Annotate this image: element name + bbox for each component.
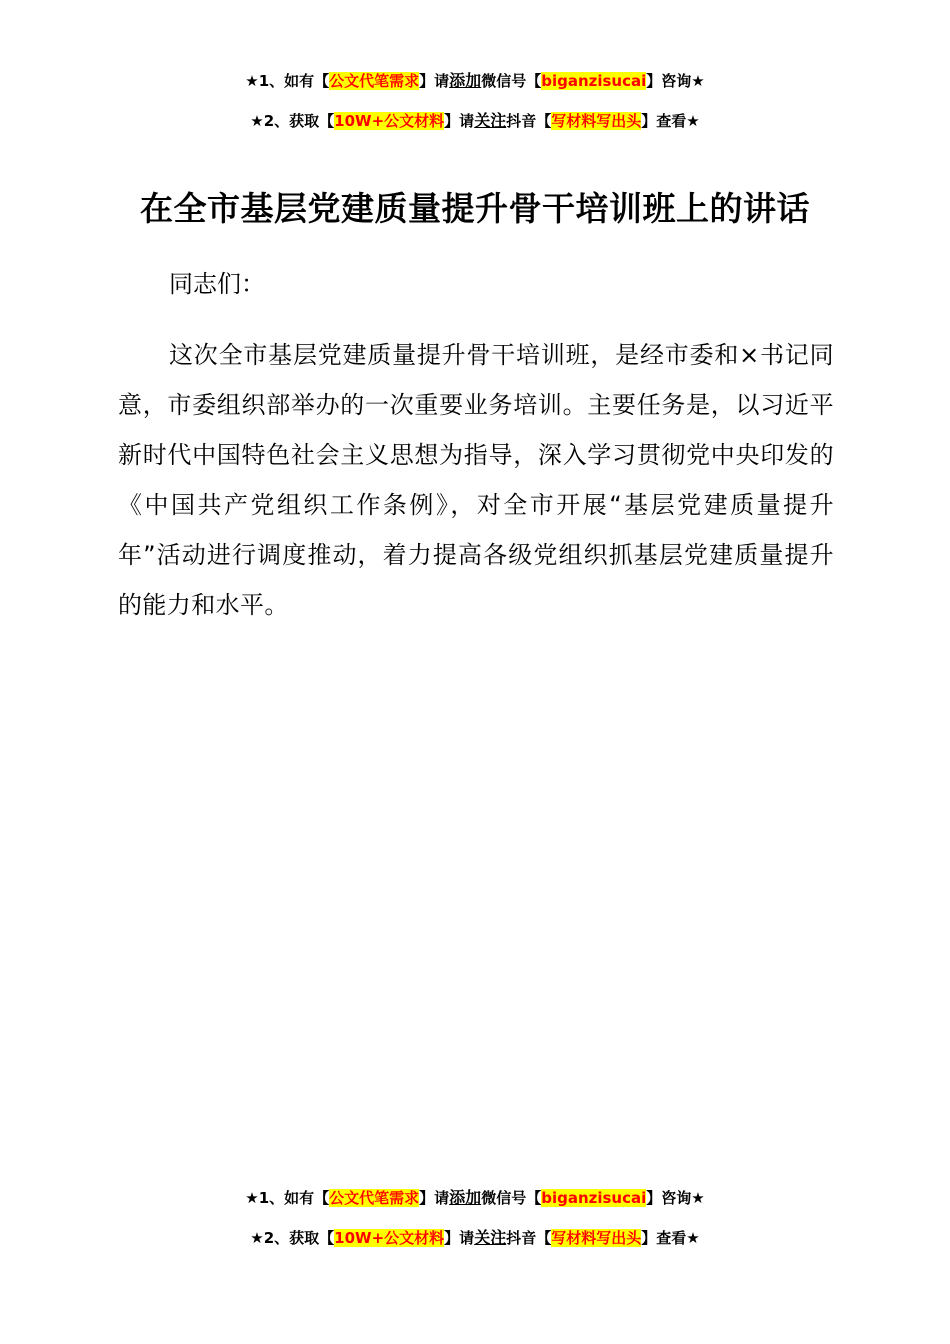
banner-line-2 [0, 1225, 950, 1265]
banner-text: 】咨询 [646, 1189, 692, 1207]
banner-text: 】请 [419, 72, 450, 90]
banner-text: 2、获取【 [263, 112, 335, 130]
banner-text: 】请 [444, 1229, 475, 1247]
highlight-service: 公文代笔需求 [329, 72, 420, 90]
banner-line-2 [0, 108, 950, 148]
highlight-wechat-id: biganzisucai [541, 72, 647, 90]
star-icon: ★ [250, 1229, 264, 1247]
emphasis-text: 关注 [474, 111, 507, 130]
highlight-materials: 10W+公文材料 [334, 1229, 445, 1247]
banner-line-1 [0, 1185, 950, 1225]
star-icon: ★ [686, 112, 700, 130]
banner-text: 抖音【 [506, 1229, 552, 1247]
banner-text: 】查看 [641, 1229, 687, 1247]
banner-text: 微信号【 [481, 1189, 542, 1207]
highlight-douyin-account: 写材料写出头 [551, 1229, 642, 1247]
header-banner [0, 68, 950, 148]
star-icon: ★ [691, 1189, 705, 1207]
banner-text: 1、如有【 [258, 72, 330, 90]
banner-text: 】请 [444, 112, 475, 130]
star-icon: ★ [686, 1229, 700, 1247]
document-title: 在全市基层党建质量提升骨干培训班上的讲话 [140, 189, 810, 228]
banner-text: 】查看 [641, 112, 687, 130]
highlight-materials: 10W+公文材料 [334, 112, 445, 130]
highlight-wechat-id: biganzisucai [541, 1189, 647, 1207]
salutation: 同志们： [169, 270, 265, 298]
banner-text: 1、如有【 [258, 1189, 330, 1207]
banner-text: 】咨询 [646, 72, 692, 90]
star-icon: ★ [245, 1189, 259, 1207]
star-icon: ★ [691, 72, 705, 90]
banner-text: 微信号【 [481, 72, 542, 90]
emphasis-text: 关注 [474, 1228, 507, 1247]
highlight-service: 公文代笔需求 [329, 1189, 420, 1207]
highlight-douyin-account: 写材料写出头 [551, 112, 642, 130]
banner-text: 2、获取【 [263, 1229, 335, 1247]
star-icon: ★ [250, 112, 264, 130]
banner-text: 】请 [419, 1189, 450, 1207]
banner-text: 抖音【 [506, 112, 552, 130]
banner-line-1 [0, 68, 950, 108]
emphasis-text: 添加 [449, 1188, 482, 1207]
footer-banner [0, 1185, 950, 1265]
body-paragraph: 这次全市基层党建质量提升骨干培训班，是经市委和×书记同意，市委组织部举办的一次重要业务培训。主要任务是，以习近平新时代中国特色社会主义思想为指导，深入学习贯彻党中央印发的《中国共产党组织工作条例》，对全市开展“基层党建质量提升年”活动进行调度推动，着力提高各级党组织抓基层党建质量提升的能力和水平。 [118, 341, 834, 619]
emphasis-text: 添加 [449, 71, 482, 90]
star-icon: ★ [245, 72, 259, 90]
